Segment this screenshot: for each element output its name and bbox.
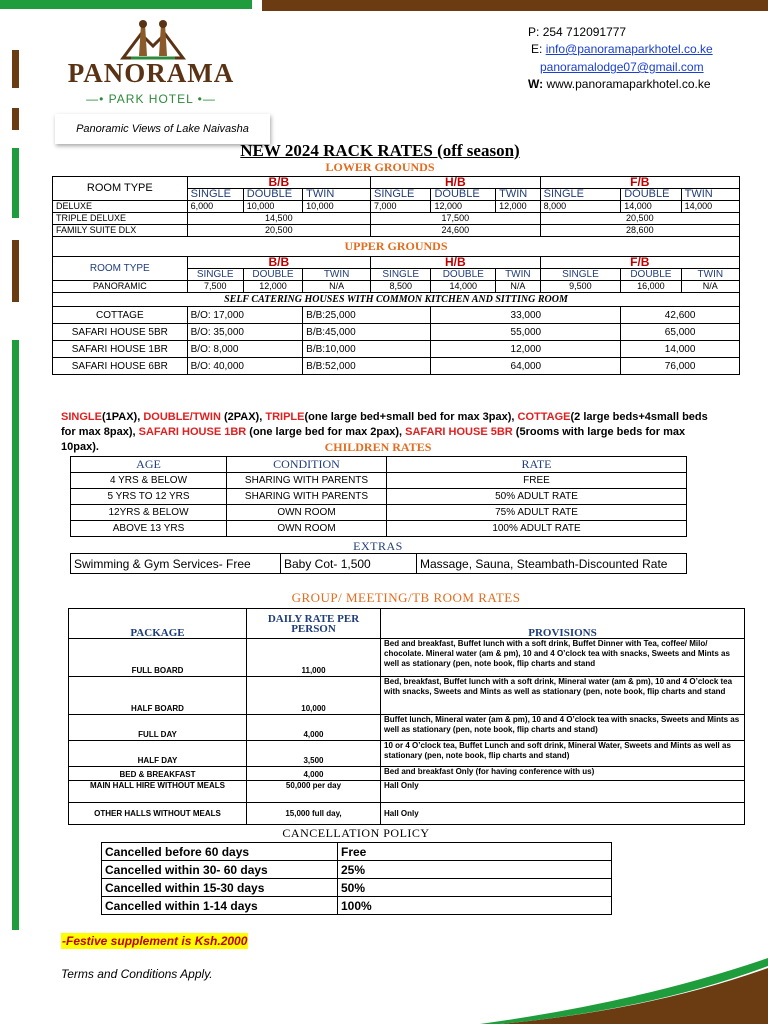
children-rates-heading: CHILDREN RATES (324, 440, 432, 454)
rate-cell: N/A (496, 281, 541, 293)
house-name: SAFARI HOUSE 1BR (53, 341, 188, 358)
left-green-bar (12, 340, 19, 930)
bo-rate: B/O: 35,000 (187, 324, 303, 341)
table-row (53, 307, 740, 324)
table-row (71, 505, 687, 521)
condition-cell: SHARING WITH PARENTS (227, 489, 387, 505)
web-label: W: (528, 77, 544, 91)
table-row (102, 897, 612, 915)
table-row (53, 341, 740, 358)
provisions-cell: Bed, breakfast, Buffet lunch with a soft drink, Mineral water (am & pm), 10 and 4 O’clock tea with snacks, Sweets and Mints as well as stationary (pen, note book, flip charts and stand (381, 677, 745, 715)
rate-cell: 11,000 (247, 639, 381, 677)
rates-table (52, 176, 740, 375)
phone-label: P: (528, 25, 540, 39)
condition-cell: SHARING WITH PARENTS (227, 473, 387, 489)
plan-header: B/B (187, 177, 370, 189)
self-catering-heading: SELF CATERING HOUSES WITH COMMON KITCHEN AND SITTING ROOM (53, 293, 740, 307)
rate-cell: 7,000 (371, 201, 431, 213)
note-text: (one large bed+small bed for max 3pax), (304, 411, 518, 423)
room-name: TRIPLE DELUXE (53, 213, 188, 225)
provisions-cell: 10 or 4 O’clock tea, Buffet Lunch and soft drink, Mineral Water, Sweets and Mints as well as stationary (pen, note book, flip charts and stand) (381, 741, 745, 767)
table-row (53, 324, 740, 341)
rate-cell: N/A (681, 281, 739, 293)
charge-cell: 50% (338, 879, 612, 897)
table-row (53, 201, 740, 213)
period-cell: Cancelled within 15-30 days (102, 879, 338, 897)
sub-col: TWIN (303, 189, 371, 201)
contact-email-2 (540, 60, 704, 75)
table-row (102, 861, 612, 879)
top-brown-bar (262, 0, 768, 11)
logo-subtitle: —• PARK HOTEL •— (86, 92, 216, 106)
col-header: DAILY RATE PER PERSON (247, 609, 381, 639)
sub-col: SINGLE (540, 189, 621, 201)
period-cell: Cancelled within 1-14 days (102, 897, 338, 915)
fb-rate: 65,000 (621, 324, 740, 341)
rate-cell: 12,000 (243, 281, 302, 293)
rate-cell: 4,000 (247, 715, 381, 741)
age-cell: 5 YRS TO 12 YRS (71, 489, 227, 505)
charge-cell: 25% (338, 861, 612, 879)
note-text: (2 large beds+4small beds for max 8pax), (61, 411, 708, 438)
rate-cell: 7,500 (187, 281, 243, 293)
note-text: (1PAX), (101, 411, 144, 423)
rate-cell: FREE (387, 473, 687, 489)
table-row (69, 781, 745, 803)
top-green-bar (0, 0, 252, 9)
logo-sub-text: PARK HOTEL (108, 92, 194, 106)
email-label: E: (531, 42, 543, 56)
house-name: COTTAGE (53, 307, 188, 324)
rate-cell: 17,500 (371, 213, 541, 225)
rate-cell: 10,000 (247, 677, 381, 715)
provisions-cell: Hall Only (381, 803, 745, 825)
provisions-cell: Buffet lunch, Mineral water (am & pm), 10 and 4 O’clock tea with snacks, Sweets and Mints as well as stationary (pen, note book, flip charts and stand) (381, 715, 745, 741)
rate-cell: 75% ADULT RATE (387, 505, 687, 521)
rate-cell: 20,500 (540, 213, 739, 225)
charge-cell: 100% (338, 897, 612, 915)
col-header: CONDITION (227, 457, 387, 473)
giraffe-logo-icon (115, 18, 191, 60)
table-row (69, 767, 745, 781)
rate-cell: 12,000 (431, 201, 496, 213)
rate-cell: 10,000 (303, 201, 371, 213)
sub-col: SINGLE (540, 269, 621, 281)
rate-cell: 14,000 (431, 281, 496, 293)
sub-col: TWIN (681, 269, 739, 281)
lower-grounds-heading: LOWER GROUNDS (325, 160, 435, 174)
contact-web (528, 77, 711, 92)
sub-col: TWIN (496, 189, 541, 201)
room-name: FAMILY SUITE DLX (53, 225, 188, 237)
package-cell: HALF DAY (69, 741, 247, 767)
rate-cell: 14,000 (681, 201, 739, 213)
table-row (69, 741, 745, 767)
festive-supplement: -Festive supplement is Ksh.2000 (62, 934, 248, 948)
cancellation-table (101, 842, 612, 915)
sub-col: DOUBLE (431, 269, 496, 281)
phone-value: 254 712091777 (542, 25, 627, 39)
condition-cell: OWN ROOM (227, 521, 387, 537)
note-term: TRIPLE (265, 411, 305, 423)
age-cell: 12YRS & BELOW (71, 505, 227, 521)
charge-cell: Free (338, 843, 612, 861)
table-row (71, 521, 687, 537)
rate-cell: 4,000 (247, 767, 381, 781)
sub-col: DOUBLE (621, 269, 681, 281)
bb-rate: B/B:52,000 (303, 358, 431, 375)
provisions-cell: Bed and breakfast Only (for having conference with us) (381, 767, 745, 781)
table-row (69, 639, 745, 677)
sub-col: SINGLE (187, 189, 243, 201)
room-name: DELUXE (53, 201, 188, 213)
bo-rate: B/O: 8,000 (187, 341, 303, 358)
terms-note: Terms and Conditions Apply. (61, 967, 213, 981)
bb-rate: B/B:25,000 (303, 307, 431, 324)
rate-cell: 10,000 (243, 201, 302, 213)
page-title: NEW 2024 RACK RATES (off season) (240, 141, 520, 160)
fb-rate: 42,600 (621, 307, 740, 324)
sub-col: SINGLE (187, 269, 243, 281)
rate-cell: 12,000 (496, 201, 541, 213)
tagline: Panoramic Views of Lake Naivasha (55, 114, 270, 144)
rate-cell: 24,600 (371, 225, 541, 237)
period-cell: Cancelled within 30- 60 days (102, 861, 338, 879)
left-brown-bar (12, 240, 19, 302)
table-row (71, 489, 687, 505)
note-term: DOUBLE/TWIN (143, 411, 221, 423)
col-header: AGE (71, 457, 227, 473)
left-green-bar (12, 148, 19, 218)
package-cell: BED & BREAKFAST (69, 767, 247, 781)
sub-col: TWIN (496, 269, 541, 281)
table-row (53, 225, 740, 237)
col-header: PACKAGE (69, 609, 247, 639)
contact-email (531, 42, 713, 57)
age-cell: ABOVE 13 YRS (71, 521, 227, 537)
age-cell: 4 YRS & BELOW (71, 473, 227, 489)
sub-col: TWIN (681, 189, 739, 201)
note-text: (5rooms with large beds for max 10pax). (61, 426, 686, 453)
plan-header: H/B (371, 177, 541, 189)
plan-header: B/B (187, 257, 370, 269)
table-row (69, 715, 745, 741)
rate-cell: N/A (303, 281, 371, 293)
contact-phone (528, 25, 626, 40)
package-cell: OTHER HALLS WITHOUT MEALS (69, 803, 247, 825)
rate-cell: 16,000 (621, 281, 681, 293)
house-name: SAFARI HOUSE 5BR (53, 324, 188, 341)
rate-cell: 8,500 (371, 281, 431, 293)
extra-item: Baby Cot- 1,500 (281, 554, 417, 574)
note-term: COTTAGE (517, 411, 571, 423)
condition-cell: OWN ROOM (227, 505, 387, 521)
rate-cell: 6,000 (187, 201, 243, 213)
left-brown-bar (12, 108, 19, 130)
table-row (53, 213, 740, 225)
package-cell: FULL DAY (69, 715, 247, 741)
rate-cell: 8,000 (540, 201, 621, 213)
upper-grounds-heading: UPPER GROUNDS (53, 237, 740, 257)
sub-col: SINGLE (371, 189, 431, 201)
package-cell: FULL BOARD (69, 639, 247, 677)
hb-rate: 33,000 (431, 307, 621, 324)
sub-col: DOUBLE (431, 189, 496, 201)
rate-cell: 14,500 (187, 213, 370, 225)
room-name: PANORAMIC (53, 281, 188, 293)
package-cell: MAIN HALL HIRE WITHOUT MEALS (69, 781, 247, 803)
hb-rate: 64,000 (431, 358, 621, 375)
children-rates-table (70, 456, 687, 537)
sub-col: DOUBLE (243, 269, 302, 281)
hb-rate: 55,000 (431, 324, 621, 341)
room-type-header: ROOM TYPE (53, 257, 188, 281)
corner-swoosh (480, 950, 768, 1024)
sub-col: SINGLE (371, 269, 431, 281)
rate-cell: 20,500 (187, 225, 370, 237)
table-row (69, 677, 745, 715)
plan-header: F/B (540, 177, 739, 189)
rate-cell: 14,000 (621, 201, 681, 213)
table-row (69, 803, 745, 825)
rate-cell: 28,600 (540, 225, 739, 237)
note-term: SINGLE (61, 411, 102, 423)
provisions-cell: Hall Only (381, 781, 745, 803)
bo-rate: B/O: 17,000 (187, 307, 303, 324)
sub-col: DOUBLE (621, 189, 681, 201)
bb-rate: B/B:10,000 (303, 341, 431, 358)
extras-table (70, 553, 687, 574)
provisions-cell: Bed and breakfast, Buffet lunch with a soft drink, Buffet Dinner with Tea, coffee/ Milo/ chocolate. Mineral water (am & pm), 10 and 4 O’clock tea with snacks, Sweets and Mints as well as stationary (pen, note book, flip charts and stand (381, 639, 745, 677)
cancellation-heading: CANCELLATION POLICY (282, 826, 430, 840)
package-cell: HALF BOARD (69, 677, 247, 715)
table-row (102, 879, 612, 897)
plan-header: F/B (540, 257, 739, 269)
rate-cell: 15,000 full day, (247, 803, 381, 825)
table-row (102, 843, 612, 861)
bb-rate: B/B:45,000 (303, 324, 431, 341)
plan-header: H/B (371, 257, 541, 269)
rate-cell: 100% ADULT RATE (387, 521, 687, 537)
left-brown-bar (12, 50, 19, 88)
bo-rate: B/O: 40,000 (187, 358, 303, 375)
email-link-2[interactable]: panoramalodge07@gmail.com (540, 60, 704, 74)
sub-col: DOUBLE (243, 189, 302, 201)
table-row (53, 281, 740, 293)
extra-item: Swimming & Gym Services- Free (71, 554, 281, 574)
note-term: SAFARI HOUSE 1BR (138, 426, 247, 438)
email-link[interactable]: info@panoramaparkhotel.co.ke (545, 42, 713, 56)
col-header: PROVISIONS (381, 609, 745, 639)
note-term: SAFARI HOUSE 5BR (405, 426, 513, 438)
web-value: www.panoramaparkhotel.co.ke (546, 77, 711, 91)
fb-rate: 76,000 (621, 358, 740, 375)
room-type-header: ROOM TYPE (53, 177, 188, 201)
period-cell: Cancelled before 60 days (102, 843, 338, 861)
table-row (71, 473, 687, 489)
rate-cell: 3,500 (247, 741, 381, 767)
table-row (53, 358, 740, 375)
sub-col: TWIN (303, 269, 371, 281)
rate-cell: 50% ADULT RATE (387, 489, 687, 505)
col-header: RATE (387, 457, 687, 473)
logo-name: PANORAMA (67, 58, 235, 88)
rate-cell: 9,500 (540, 281, 621, 293)
note-text: (2PAX), (220, 411, 266, 423)
note-text: (one large bed for max 2pax), (246, 426, 406, 438)
extra-item: Massage, Sauna, Steambath-Discounted Rate (417, 554, 687, 574)
fb-rate: 14,000 (621, 341, 740, 358)
house-name: SAFARI HOUSE 6BR (53, 358, 188, 375)
group-rates-heading: GROUP/ MEETING/TB ROOM RATES (291, 590, 521, 605)
group-rates-table (68, 608, 745, 825)
hb-rate: 12,000 (431, 341, 621, 358)
rate-cell: 50,000 per day (247, 781, 381, 803)
extras-heading: EXTRAS (353, 539, 403, 553)
